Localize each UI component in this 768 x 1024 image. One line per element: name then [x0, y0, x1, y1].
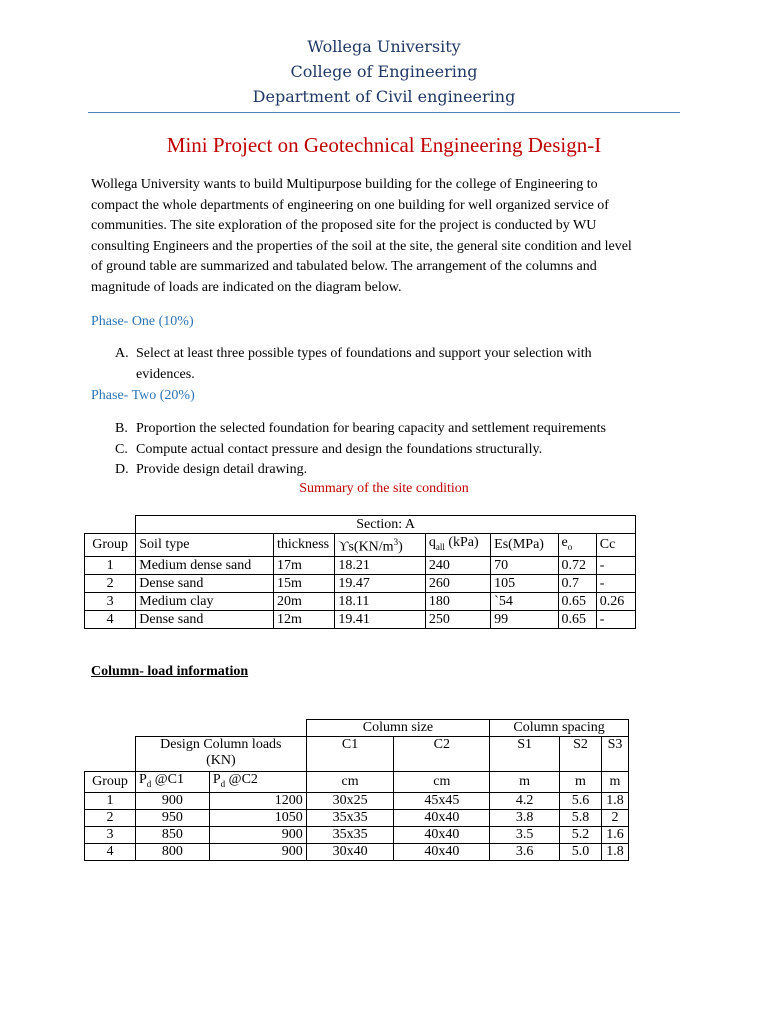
table-cell: 1200	[209, 792, 306, 809]
table-cell: 1.6	[601, 826, 628, 843]
task-text: Select at least three possible types of foundations and support your selection with	[136, 346, 592, 361]
table-cell: Medium clay	[136, 592, 274, 610]
header-subscript: d	[146, 778, 152, 789]
table-cell: Medium dense sand	[136, 556, 274, 574]
task-letter: C.	[115, 442, 128, 457]
table-cell: 900	[135, 792, 209, 809]
table-cell: 70	[491, 556, 558, 574]
intro-line: consulting Engineers and the properties of the soil at the site, the general site condition and level	[91, 238, 632, 254]
header-cell: C2	[394, 737, 490, 772]
header-text: (kPa)	[444, 535, 479, 550]
table-cell: 19.47	[335, 574, 425, 592]
table-cell: `54	[491, 592, 558, 610]
table-cell: 180	[425, 592, 490, 610]
table-cell: 3	[85, 592, 136, 610]
task-letter: D.	[115, 462, 129, 477]
table-cell: Dense sand	[136, 610, 274, 628]
table-row	[85, 516, 636, 534]
table-cell: 240	[425, 556, 490, 574]
table-row	[85, 720, 629, 737]
header-cell	[209, 772, 306, 793]
table-cell: 0.65	[558, 610, 596, 628]
header-cell: Soil type	[136, 534, 274, 557]
table-cell: 40x40	[394, 809, 490, 826]
header-cell	[425, 534, 490, 557]
phase-two-heading: Phase- Two (20%)	[91, 388, 195, 403]
table-cell: 3.5	[490, 826, 560, 843]
header-text: @C1	[151, 772, 184, 787]
unit-cell: cm	[306, 772, 394, 793]
header-text: Design Column loads	[160, 737, 282, 752]
header-text: P	[212, 772, 221, 787]
intro-line: Wollega University wants to build Multipurpose building for the college of Engineering to	[91, 177, 598, 192]
table-cell: 30x25	[306, 792, 394, 809]
header-cell	[335, 534, 425, 557]
header-subscript: o	[567, 541, 573, 552]
header-text: )	[398, 539, 403, 555]
table-cell: 0.65	[558, 592, 596, 610]
table-cell: 15m	[274, 574, 335, 592]
table-cell: 5.0	[560, 843, 602, 860]
intro-line: communities. The site exploration of the proposed site for the project is conducted by WU	[91, 218, 597, 234]
table-cell: 35x35	[306, 809, 394, 826]
header-cell	[135, 772, 209, 793]
table-cell: 2	[601, 809, 628, 826]
table-cell: 12m	[274, 610, 335, 628]
table-cell: 1.8	[601, 843, 628, 860]
table-cell: 900	[209, 843, 306, 860]
table-cell: 800	[135, 843, 209, 860]
table-cell: 850	[135, 826, 209, 843]
table-cell: 900	[209, 826, 306, 843]
table-row	[85, 574, 636, 592]
table-row	[85, 809, 629, 826]
table-cell: 1.8	[601, 792, 628, 809]
section-label: Section: A	[136, 516, 636, 534]
empty-cell	[85, 516, 136, 534]
header-cell: S2	[560, 737, 602, 772]
table-cell: 3.6	[490, 843, 560, 860]
header-text: @C2	[225, 772, 258, 787]
table-row	[85, 610, 636, 628]
university-name: Wollega University	[307, 37, 461, 56]
table-cell: 20m	[274, 592, 335, 610]
table-cell: 18.21	[335, 556, 425, 574]
table-cell: 40x40	[394, 843, 490, 860]
table-cell: 0.7	[558, 574, 596, 592]
intro-paragraph	[91, 175, 681, 299]
unit-cell: cm	[394, 772, 490, 793]
table-cell: Dense sand	[136, 574, 274, 592]
table-cell: 260	[425, 574, 490, 592]
header-cell: C1	[306, 737, 394, 772]
empty-cell	[135, 720, 306, 737]
table-cell: 4.2	[490, 792, 560, 809]
header-cell	[558, 534, 596, 557]
header-text: e	[561, 535, 568, 550]
table-cell: 3	[85, 826, 136, 843]
table-cell: 5.6	[560, 792, 602, 809]
table-cell: 45x45	[394, 792, 490, 809]
table-cell: 0.72	[558, 556, 596, 574]
unit-cell: m	[490, 772, 560, 793]
header-cell: thickness	[274, 534, 335, 557]
table-row	[85, 843, 629, 860]
table-header-row	[85, 534, 636, 557]
table-cell: 0.26	[596, 592, 635, 610]
table-cell: 19.41	[335, 610, 425, 628]
unit-cell: m	[601, 772, 628, 793]
table-cell: 1	[85, 556, 136, 574]
intro-line: magnitude of loads are indicated on the diagram below.	[91, 279, 402, 295]
intro-line: of ground table are summarized and tabulated below. The arrangement of the columns and	[91, 259, 597, 275]
header-text: (KN)	[206, 753, 236, 768]
table-cell: 35x35	[306, 826, 394, 843]
table-cell: -	[596, 556, 635, 574]
table-cell: 99	[491, 610, 558, 628]
table-cell: 17m	[274, 556, 335, 574]
task-letter: B.	[115, 421, 128, 436]
college-name: College of Engineering	[290, 62, 478, 81]
table-cell: 950	[135, 809, 209, 826]
table-cell: 250	[425, 610, 490, 628]
table-cell: 4	[85, 843, 136, 860]
table-cell: 18.11	[335, 592, 425, 610]
table-cell: 5.2	[560, 826, 602, 843]
phase-one-heading: Phase- One (10%)	[91, 314, 194, 329]
empty-cell	[85, 720, 136, 737]
header-cell: S1	[490, 737, 560, 772]
document-title: Mini Project on Geotechnical Engineering Design-I	[166, 133, 602, 157]
table-cell: 1	[85, 792, 136, 809]
empty-cell	[85, 737, 136, 772]
header-subscript: all	[435, 541, 445, 552]
table-cell: -	[596, 574, 635, 592]
department-name: Department of Civil engineering	[252, 87, 516, 106]
table-row	[85, 792, 629, 809]
header-text: q	[428, 535, 436, 550]
header-subscript: d	[220, 778, 226, 789]
column-load-table	[84, 719, 629, 861]
header-cell: Group	[85, 534, 136, 557]
task-text: Compute actual contact pressure and design the foundations structurally.	[136, 442, 543, 457]
design-loads-header	[135, 737, 306, 772]
table-row	[85, 556, 636, 574]
table-row	[85, 592, 636, 610]
header-cell: S3	[601, 737, 628, 772]
table-cell: 5.8	[560, 809, 602, 826]
header-text: P	[138, 772, 147, 787]
header-superscript: 3	[393, 537, 399, 548]
table-cell: 4	[85, 610, 136, 628]
table-header-row	[85, 737, 629, 772]
table-cell: 2	[85, 809, 136, 826]
table-cell: 1050	[209, 809, 306, 826]
unit-cell: m	[560, 772, 602, 793]
header-cell: Cc	[596, 534, 635, 557]
table-cell: -	[596, 610, 635, 628]
table-cell: 2	[85, 574, 136, 592]
task-text: Proportion the selected foundation for bearing capacity and settlement requirements	[136, 421, 607, 436]
table-cell: 40x40	[394, 826, 490, 843]
header-text: ϒs(KN/m	[338, 539, 394, 555]
header-cell: Es(MPa)	[491, 534, 558, 557]
header-cell: Group	[85, 772, 136, 793]
task-text: Provide design detail drawing.	[136, 462, 308, 477]
table-cell: 3.8	[490, 809, 560, 826]
column-load-heading: Column- load information	[91, 664, 249, 679]
site-condition-caption: Summary of the site condition	[299, 481, 469, 496]
header-divider	[88, 112, 680, 113]
task-text: evidences.	[136, 367, 195, 382]
task-letter: A.	[115, 346, 129, 361]
table-header-row	[85, 772, 629, 793]
table-cell: 30x40	[306, 843, 394, 860]
table-row	[85, 826, 629, 843]
column-size-header: Column size	[306, 720, 489, 737]
site-condition-table	[84, 515, 636, 629]
column-spacing-header: Column spacing	[490, 720, 629, 737]
intro-line: compact the whole departments of engineering on one building for well organized service of	[91, 197, 609, 213]
table-cell: 105	[491, 574, 558, 592]
